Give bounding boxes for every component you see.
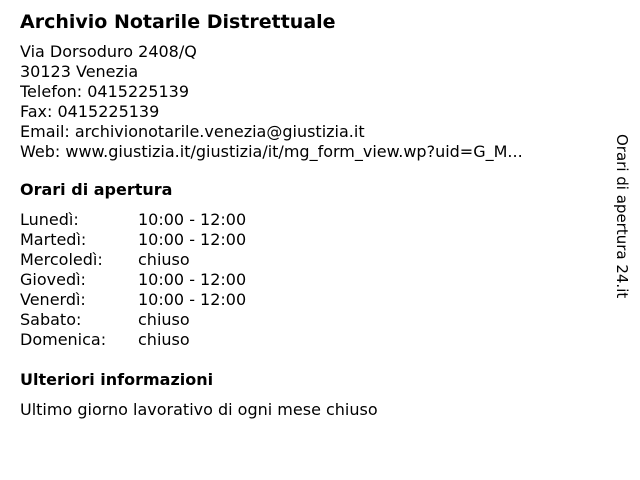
web-line: Web: www.giustizia.it/giustizia/it/mg_form_view.wp?uid=G_M...	[20, 142, 523, 161]
hours-heading: Orari di apertura	[20, 180, 173, 199]
hours-table	[20, 210, 600, 350]
hours-row-thursday	[20, 270, 600, 290]
fax-line: Fax: 0415225139	[20, 102, 160, 121]
day-hours: chiuso	[138, 310, 190, 329]
address-street: Via Dorsoduro 2408/Q	[20, 42, 197, 61]
info-text: Ultimo giorno lavorativo di ogni mese chiuso	[20, 400, 378, 419]
office-name: Archivio Notarile Distrettuale	[20, 11, 336, 33]
day-label: Martedì:	[20, 230, 87, 249]
day-label: Domenica:	[20, 330, 107, 349]
day-hours: chiuso	[138, 330, 190, 349]
day-label: Mercoledì:	[20, 250, 103, 269]
hours-row-tuesday	[20, 230, 600, 250]
hours-row-saturday	[20, 310, 600, 330]
hours-row-monday	[20, 210, 600, 230]
hours-row-friday	[20, 290, 600, 310]
day-label: Sabato:	[20, 310, 82, 329]
day-hours: 10:00 - 12:00	[138, 270, 247, 289]
brand-text: Orari di apertura 24.it	[613, 134, 631, 299]
day-hours: 10:00 - 12:00	[138, 210, 247, 229]
office-card	[20, 10, 600, 420]
brand-watermark	[604, 128, 640, 318]
hours-row-wednesday	[20, 250, 600, 270]
info-heading: Ulteriori informazioni	[20, 370, 214, 389]
address-city: 30123 Venezia	[20, 62, 139, 81]
day-label: Lunedì:	[20, 210, 79, 229]
hours-row-sunday	[20, 330, 600, 350]
day-hours: chiuso	[138, 250, 190, 269]
day-label: Giovedì:	[20, 270, 86, 289]
phone-line: Telefon: 0415225139	[20, 82, 190, 101]
day-hours: 10:00 - 12:00	[138, 230, 247, 249]
day-label: Venerdì:	[20, 290, 86, 309]
day-hours: 10:00 - 12:00	[138, 290, 247, 309]
email-line: Email: archivionotarile.venezia@giustizia.it	[20, 122, 365, 141]
